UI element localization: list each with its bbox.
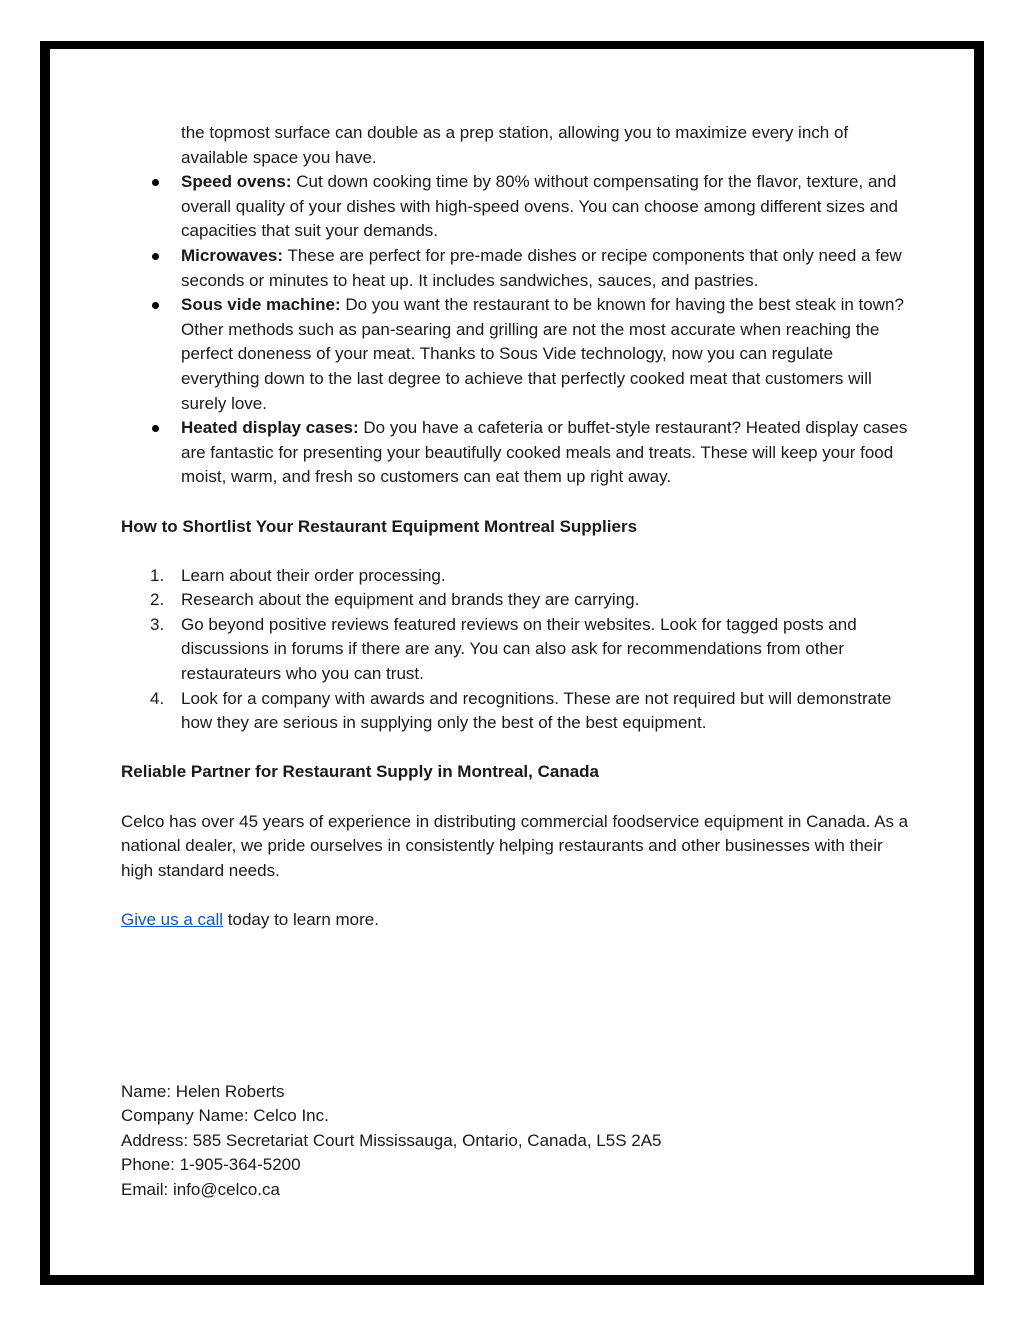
bullet-text: Do you have a cafeteria or buffet-style restaurant? Heated display cases are fantastic for presenting your beautifully cooked meals and treats. These will keep your food moist, warm, and fresh so customers can eat them up right away. — [181, 418, 908, 487]
numbered-item — [121, 613, 911, 687]
bullet-text: Cut down cooking time by 80% without compensating for the flavor, texture, and overall quality of your dishes with high-speed ovens. You can choose among different sizes and capacities that suit your demands. — [181, 172, 898, 241]
item-number: 3. — [150, 614, 165, 634]
contact-company: Company Name: Celco Inc. — [121, 1106, 329, 1126]
bullet-item-speed-ovens — [121, 170, 911, 244]
bullet-icon — [152, 425, 159, 432]
give-us-a-call-link[interactable]: Give us a call — [121, 910, 224, 929]
numbered-item — [121, 687, 911, 736]
item-text: Look for a company with awards and recognitions. These are not required but will demonstrate how they are serious in supplying only the best of the best equipment. — [181, 688, 892, 733]
shortlist-heading: How to Shortlist Your Restaurant Equipment Montreal Suppliers — [121, 516, 638, 536]
bullet-text: Do you want the restaurant to be known for having the best steak in town? Other methods such as pan-searing and grilling are not the most accurate when reaching the perfect doneness of your meat. Thanks to Sous Vide technology, now you can regulate everything down to the last degree to achieve that perfectly cooked meat that customers will surely love. — [181, 295, 904, 413]
bullet-term: Speed ovens: — [181, 172, 292, 192]
bullet-term: Heated display cases: — [181, 418, 359, 438]
contact-email: Email: info@celco.ca — [121, 1179, 280, 1199]
item-text: Learn about their order processing. — [181, 565, 446, 585]
item-text: Go beyond positive reviews featured reviews on their websites. Look for tagged posts and discussions in forums if there are any. You can also ask for recommendations from other restaurateurs who you can trust. — [181, 614, 857, 684]
numbered-item — [121, 564, 911, 589]
equipment-bullet-list — [121, 170, 911, 490]
bullet-term: Sous vide machine: — [181, 295, 341, 315]
item-text: Research about the equipment and brands they are carrying. — [181, 590, 640, 610]
spacer — [121, 883, 911, 908]
bullet-item-sous-vide — [121, 293, 911, 416]
item-number: 4. — [150, 688, 165, 708]
contact-phone: Phone: 1-905-364-5200 — [121, 1155, 301, 1175]
document-body — [121, 121, 911, 1203]
numbered-item — [121, 588, 911, 613]
partner-paragraph: Celco has over 45 years of experience in distributing commercial foodservice equipment in Canada. As a national dealer, we pride ourselves in consistently helping restaurants and other businesses with their high standard needs. — [121, 811, 909, 880]
bullet-item-microwaves — [121, 244, 911, 293]
item-number: 1. — [150, 565, 165, 585]
bullet-item-heated-display — [121, 416, 911, 490]
bullet-icon — [152, 302, 159, 309]
bullet-term: Microwaves: — [181, 245, 284, 265]
call-to-action — [121, 908, 911, 933]
bullet-text: These are perfect for pre-made dishes or recipe components that only need a few seconds or minutes to heat up. It includes sandwiches, sauces, and pastries. — [181, 245, 902, 290]
contact-name: Name: Helen Roberts — [121, 1081, 285, 1101]
bullet-icon — [152, 253, 159, 260]
contact-address: Address: 585 Secretariat Court Mississauga, Ontario, Canada, L5S 2A5 — [121, 1130, 662, 1150]
cta-text: today to learn more. — [223, 910, 379, 929]
continuation-text: the topmost surface can double as a prep station, allowing you to maximize every inch of available space you have. — [181, 123, 849, 167]
shortlist-numbered-list — [121, 564, 911, 736]
contact-block — [121, 1080, 911, 1203]
bullet-icon — [152, 179, 159, 186]
partner-heading: Reliable Partner for Restaurant Supply in Montreal, Canada — [121, 762, 599, 782]
item-number: 2. — [150, 590, 165, 610]
